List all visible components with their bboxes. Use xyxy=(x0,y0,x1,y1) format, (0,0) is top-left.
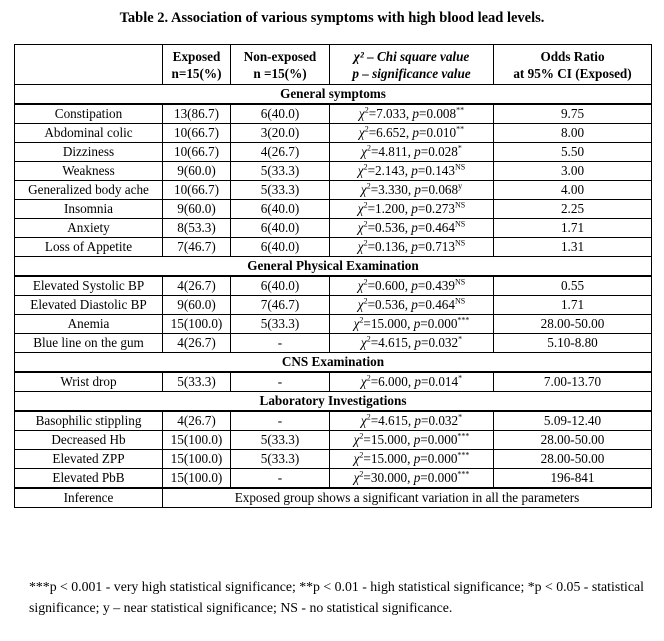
chi-symbol: χ xyxy=(360,413,367,428)
chi-square-cell: $\chi^2=6.652$, p=0.010** xyxy=(330,124,494,143)
chi-exponent: 2 xyxy=(363,200,368,210)
chi-square-cell: $\chi^2=0.536$, $p=0.464^{NS}$ xyxy=(330,219,494,238)
p-symbol: p xyxy=(411,163,418,178)
odds-ratio-cell: 1.71 xyxy=(494,296,652,315)
significance-mark: ** xyxy=(456,124,465,134)
table-row xyxy=(15,200,652,219)
chi-square-cell: $\chi^2=15.000$, p=0.000*** xyxy=(330,431,494,450)
row-label: Loss of Appetite xyxy=(15,238,163,257)
chi-value: 2.143 xyxy=(375,163,405,178)
chi-value: 0.536 xyxy=(375,220,405,235)
header-odds-l2: at 95% CI (Exposed) xyxy=(513,65,632,81)
nonexposed-cell: 6(40.0) xyxy=(231,104,330,124)
nonexposed-cell: 3(20.0) xyxy=(231,124,330,143)
chi-exponent: 2 xyxy=(366,181,371,191)
p-value: 0.028 xyxy=(428,144,458,159)
chi-exponent: 2 xyxy=(363,277,368,287)
exposed-cell: 9(60.0) xyxy=(163,200,231,219)
chi-value: 4.615 xyxy=(378,335,408,350)
significance-mark: ** xyxy=(456,105,465,115)
section-header-row xyxy=(15,353,652,373)
p-symbol: p xyxy=(411,278,418,293)
nonexposed-cell: 6(40.0) xyxy=(231,219,330,238)
chi-exponent: 2 xyxy=(359,469,364,479)
table-row xyxy=(15,315,652,334)
significance-mark: *** xyxy=(457,315,470,325)
odds-ratio-cell: 5.09-12.40 xyxy=(494,411,652,431)
p-value: 0.008 xyxy=(426,106,457,121)
odds-ratio-cell: 7.00-13.70 xyxy=(494,372,652,392)
odds-ratio-cell: 28.00-50.00 xyxy=(494,431,652,450)
chi-value: 6.000 xyxy=(378,374,408,389)
chi-value: 6.652 xyxy=(376,125,406,140)
exposed-cell: 10(66.7) xyxy=(163,143,231,162)
chi-symbol: χ xyxy=(357,201,364,216)
p-symbol: p xyxy=(414,413,421,428)
p-value: 0.032 xyxy=(428,335,459,350)
row-label: Dizziness xyxy=(15,143,163,162)
p-symbol: p xyxy=(414,182,421,197)
header-row xyxy=(15,45,652,85)
chi-exponent: 2 xyxy=(359,431,364,441)
chi-exponent: 2 xyxy=(363,162,368,172)
p-symbol: p xyxy=(412,106,419,121)
p-value: 0.000 xyxy=(427,470,458,485)
chi-value: 15.000 xyxy=(370,316,408,331)
p-symbol: p xyxy=(413,316,421,331)
chi-square-cell: $\chi^2=4.615$, p=0.032* xyxy=(330,334,494,353)
section-header-row xyxy=(15,85,652,105)
chi-square-cell: $\chi^2=6.000$, p=0.014* xyxy=(330,372,494,392)
header-chi-l1: χ² – Chi square value xyxy=(353,48,470,64)
chi-exponent: 2 xyxy=(364,124,369,134)
section-header-row xyxy=(15,257,652,277)
chi-symbol: χ xyxy=(353,470,360,485)
significance-mark: NS xyxy=(454,162,466,172)
chi-symbol: χ xyxy=(358,125,365,140)
significance-mark: * xyxy=(458,334,463,344)
nonexposed-cell: 5(33.3) xyxy=(231,315,330,334)
chi-symbol: χ xyxy=(353,316,360,331)
header-nonexposed-l2: n =15(%) xyxy=(253,65,307,81)
header-chi-l2: p – significance value xyxy=(352,65,471,81)
chi-square-cell: $\chi^2=1.200$, $p=0.273^{NS}$ xyxy=(330,200,494,219)
nonexposed-cell: 6(40.0) xyxy=(231,238,330,257)
chi-symbol: χ xyxy=(357,297,364,312)
header-chi xyxy=(330,45,494,85)
significance-mark: NS xyxy=(454,277,466,287)
nonexposed-cell: 5(33.3) xyxy=(231,431,330,450)
row-label: Elevated ZPP xyxy=(15,450,163,469)
chi-square-cell: $\chi^2=3.330$, $p=0.068^y$ xyxy=(330,181,494,200)
table-row xyxy=(15,162,652,181)
row-label: Basophilic stippling xyxy=(15,411,163,431)
table-row xyxy=(15,450,652,469)
table-row xyxy=(15,276,652,296)
table-row xyxy=(15,219,652,238)
nonexposed-cell: 4(26.7) xyxy=(231,143,330,162)
nonexposed-cell: 5(33.3) xyxy=(231,450,330,469)
section-title: CNS Examination xyxy=(15,353,652,373)
odds-ratio-cell: 1.71 xyxy=(494,219,652,238)
nonexposed-cell: - xyxy=(231,469,330,489)
chi-square-cell: $\chi^2=0.600$, $p=0.439^{NS}$ xyxy=(330,276,494,296)
chi-square-cell: $\chi^2=4.615$, p=0.032* xyxy=(330,411,494,431)
table-body xyxy=(15,85,652,508)
p-symbol: p xyxy=(413,432,421,447)
chi-value: 15.000 xyxy=(370,451,408,466)
chi-value: 0.600 xyxy=(375,278,405,293)
odds-ratio-cell: 28.00-50.00 xyxy=(494,450,652,469)
header-odds-l1: Odds Ratio xyxy=(540,48,605,64)
row-label: Constipation xyxy=(15,104,163,124)
significance-mark: NS xyxy=(454,200,466,210)
significance-mark: *** xyxy=(457,431,470,441)
row-label: Anxiety xyxy=(15,219,163,238)
p-value: 0.464 xyxy=(425,297,455,312)
p-value: 0.000 xyxy=(427,432,458,447)
chi-symbol: χ xyxy=(353,451,360,466)
p-value: 0.014 xyxy=(428,374,459,389)
p-symbol: p xyxy=(411,239,418,254)
exposed-cell: 4(26.7) xyxy=(163,411,231,431)
exposed-cell: 10(66.7) xyxy=(163,124,231,143)
chi-value: 4.615 xyxy=(378,413,408,428)
table-row xyxy=(15,181,652,200)
p-symbol: p xyxy=(414,144,421,159)
table-row xyxy=(15,143,652,162)
table-row xyxy=(15,334,652,353)
odds-ratio-cell: 0.55 xyxy=(494,276,652,296)
table-row xyxy=(15,238,652,257)
exposed-cell: 4(26.7) xyxy=(163,334,231,353)
header-nonexposed xyxy=(231,45,330,85)
chi-exponent: 2 xyxy=(364,105,369,115)
table-row xyxy=(15,431,652,450)
chi-exponent: 2 xyxy=(366,143,371,153)
nonexposed-cell: - xyxy=(231,372,330,392)
p-value: 0.032 xyxy=(428,413,459,428)
odds-ratio-cell: 4.00 xyxy=(494,181,652,200)
exposed-cell: 15(100.0) xyxy=(163,431,231,450)
p-symbol: p xyxy=(414,335,421,350)
p-value: 0.068 xyxy=(428,182,459,197)
nonexposed-cell: 5(33.3) xyxy=(231,181,330,200)
odds-ratio-cell: 5.50 xyxy=(494,143,652,162)
table-row xyxy=(15,469,652,489)
chi-exponent: 2 xyxy=(366,412,371,422)
symptoms-table xyxy=(14,44,652,508)
chi-exponent: 2 xyxy=(366,373,371,383)
nonexposed-cell: 6(40.0) xyxy=(231,276,330,296)
table-caption: Table 2. Association of various symptoms with high blood lead levels. xyxy=(119,10,545,26)
exposed-cell: 9(60.0) xyxy=(163,162,231,181)
section-header-row xyxy=(15,392,652,412)
odds-ratio-cell: 8.00 xyxy=(494,124,652,143)
chi-value: 3.330 xyxy=(378,182,408,197)
significance-mark: *** xyxy=(457,469,470,479)
chi-square-cell: $\chi^2=0.536$, $p=0.464^{NS}$ xyxy=(330,296,494,315)
header-nonexposed-l1: Non-exposed xyxy=(243,48,317,64)
table-row xyxy=(15,104,652,124)
chi-symbol: χ xyxy=(357,163,364,178)
chi-exponent: 2 xyxy=(363,219,368,229)
nonexposed-cell: - xyxy=(231,411,330,431)
significance-mark: * xyxy=(458,412,463,422)
exposed-cell: 9(60.0) xyxy=(163,296,231,315)
chi-square-cell: $\chi^2=30.000$, p=0.000*** xyxy=(330,469,494,489)
exposed-cell: 15(100.0) xyxy=(163,469,231,489)
row-label: Elevated Diastolic BP xyxy=(15,296,163,315)
significance-mark: y xyxy=(458,181,463,191)
header-odds xyxy=(494,45,652,85)
chi-exponent: 2 xyxy=(363,238,368,248)
row-label: Anemia xyxy=(15,315,163,334)
p-symbol: p xyxy=(414,374,421,389)
chi-square-cell: $\chi^2=0.136$, $p=0.713^{NS}$ xyxy=(330,238,494,257)
chi-exponent: 2 xyxy=(363,296,368,306)
p-value: 0.273 xyxy=(425,201,455,216)
row-label: Decreased Hb xyxy=(15,431,163,450)
significance-mark: * xyxy=(457,143,462,153)
chi-symbol: χ xyxy=(360,335,367,350)
exposed-cell: 8(53.3) xyxy=(163,219,231,238)
nonexposed-cell: 5(33.3) xyxy=(231,162,330,181)
p-value: 0.000 xyxy=(427,451,458,466)
p-symbol: p xyxy=(411,201,418,216)
table-row xyxy=(15,124,652,143)
chi-exponent: 2 xyxy=(366,334,371,344)
chi-exponent: 2 xyxy=(359,315,364,325)
p-value: 0.713 xyxy=(425,239,455,254)
inference-label: Inference xyxy=(15,488,163,508)
significance-mark: NS xyxy=(454,296,466,306)
significance-mark: NS xyxy=(454,219,466,229)
exposed-cell: 10(66.7) xyxy=(163,181,231,200)
chi-value: 30.000 xyxy=(370,470,408,485)
row-label: Elevated PbB xyxy=(15,469,163,489)
p-symbol: p xyxy=(413,470,421,485)
exposed-cell: 4(26.7) xyxy=(163,276,231,296)
p-symbol: p xyxy=(411,297,418,312)
chi-value: 7.033 xyxy=(376,106,406,121)
section-title: General symptoms xyxy=(15,85,652,105)
header-exposed-l2: n=15(%) xyxy=(171,65,222,81)
odds-ratio-cell: 1.31 xyxy=(494,238,652,257)
exposed-cell: 15(100.0) xyxy=(163,450,231,469)
section-title: General Physical Examination xyxy=(15,257,652,277)
row-label: Weakness xyxy=(15,162,163,181)
chi-symbol: χ xyxy=(360,374,367,389)
odds-ratio-cell: 5.10-8.80 xyxy=(494,334,652,353)
table-row xyxy=(15,411,652,431)
p-value: 0.000 xyxy=(427,316,458,331)
chi-square-cell: $\chi^2=4.811$, p=0.028* xyxy=(330,143,494,162)
row-label: Abdominal colic xyxy=(15,124,163,143)
p-symbol: p xyxy=(411,220,418,235)
chi-value: 0.136 xyxy=(375,239,405,254)
chi-symbol: χ xyxy=(361,144,367,159)
inference-text: Exposed group shows a significant variation in all the parameters xyxy=(163,488,652,508)
p-value: 0.464 xyxy=(425,220,455,235)
row-label: Generalized body ache xyxy=(15,181,163,200)
section-title: Laboratory Investigations xyxy=(15,392,652,412)
table-row xyxy=(15,296,652,315)
chi-symbol: χ xyxy=(357,220,364,235)
odds-ratio-cell: 9.75 xyxy=(494,104,652,124)
significance-mark: * xyxy=(458,373,463,383)
nonexposed-cell: 6(40.0) xyxy=(231,200,330,219)
chi-square-cell: $\chi^2=7.033$, p=0.008** xyxy=(330,104,494,124)
chi-symbol: χ xyxy=(360,182,367,197)
p-symbol: p xyxy=(412,125,419,140)
chi-symbol: χ xyxy=(358,106,365,121)
odds-ratio-cell: 3.00 xyxy=(494,162,652,181)
row-label: Wrist drop xyxy=(15,372,163,392)
exposed-cell: 5(33.3) xyxy=(163,372,231,392)
chi-value: 15.000 xyxy=(370,432,408,447)
nonexposed-cell: 7(46.7) xyxy=(231,296,330,315)
row-label: Blue line on the gum xyxy=(15,334,163,353)
inference-row xyxy=(15,488,652,508)
significance-mark: *** xyxy=(457,450,470,460)
chi-value: 1.200 xyxy=(375,201,405,216)
exposed-cell: 7(46.7) xyxy=(163,238,231,257)
footnote: ***p < 0.001 - very high statistical significance; **p < 0.01 - high statistical significance; *p < 0.05 - statistical significance; y – near statistical significance; NS - no statistical significance. xyxy=(29,579,644,615)
exposed-cell: 13(86.7) xyxy=(163,104,231,124)
chi-value: 4.811 xyxy=(378,144,408,159)
header-blank xyxy=(15,45,163,85)
row-label: Elevated Systolic BP xyxy=(15,276,163,296)
chi-symbol: χ xyxy=(357,278,364,293)
odds-ratio-cell: 28.00-50.00 xyxy=(494,315,652,334)
p-value: 0.439 xyxy=(425,278,455,293)
header-exposed xyxy=(163,45,231,85)
exposed-cell: 15(100.0) xyxy=(163,315,231,334)
p-value: 0.010 xyxy=(426,125,457,140)
p-value: 0.143 xyxy=(425,163,455,178)
row-label: Insomnia xyxy=(15,200,163,219)
p-symbol: p xyxy=(413,451,421,466)
chi-square-cell: $\chi^2=15.000$, p=0.000*** xyxy=(330,315,494,334)
chi-exponent: 2 xyxy=(359,450,364,460)
table-row xyxy=(15,372,652,392)
significance-mark: NS xyxy=(454,238,466,248)
chi-value: 0.536 xyxy=(375,297,405,312)
odds-ratio-cell: 196-841 xyxy=(494,469,652,489)
chi-symbol: χ xyxy=(353,432,360,447)
chi-square-cell: $\chi^2=15.000$, p=0.000*** xyxy=(330,450,494,469)
header-exposed-l1: Exposed xyxy=(172,48,221,64)
chi-symbol: χ xyxy=(357,239,364,254)
chi-square-cell: $\chi^2=2.143$, $p=0.143^{NS}$ xyxy=(330,162,494,181)
nonexposed-cell: - xyxy=(231,334,330,353)
odds-ratio-cell: 2.25 xyxy=(494,200,652,219)
